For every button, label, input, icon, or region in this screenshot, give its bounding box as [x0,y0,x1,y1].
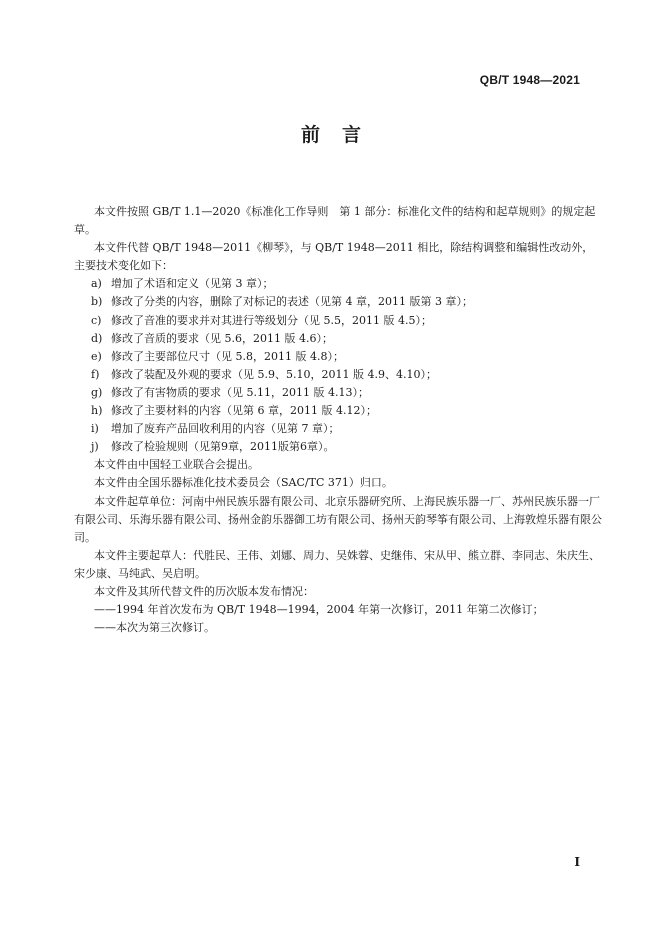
list-marker: f) [91,367,100,381]
list-marker: g) [91,385,103,399]
committee-paragraph: 本文件由全国乐器标准化技术委员会（SAC/TC 371）归口。 [94,476,393,490]
standard-code: QB/T 1948—2021 [479,73,580,87]
foreword-body [74,203,604,637]
list-item-text: 修改了音质的要求（见 5.6，2011 版 4.6）； [111,331,333,345]
list-marker: d) [91,331,103,345]
list-item-text: 修改了音准的要求并对其进行等级划分（见 5.5，2011 版 4.5）； [111,313,432,327]
page-title: 前言 [300,124,383,146]
list-item [74,275,604,293]
intro-paragraph-2: 本文件代替 QB/T 1948—2011《柳琴》，与 QB/T 1948—2011 相比，除结构调整和编辑性改动外，主要技术变化如下： [74,241,594,273]
list-marker: h) [91,404,103,418]
list-item-text: 增加了术语和定义（见第 3 章）； [111,277,274,291]
list-item [74,384,604,402]
list-item [74,402,604,420]
list-item-text: 修改了检验规则（见第9章，2011版第6章）。 [111,440,335,454]
list-item [74,293,604,311]
history-item: ——1994 年首次发布为 QB/T 1948—1994，2004 年第一次修订，2011 年第二次修订； [94,603,544,617]
list-item-text: 增加了废弃产品回收利用的内容（见第 7 章）； [111,422,340,436]
list-marker: b) [91,295,103,309]
list-item [74,420,604,438]
list-item [74,348,604,366]
list-item [74,330,604,348]
list-marker: c) [91,313,102,327]
change-list [74,275,604,456]
list-marker: a) [91,277,102,291]
list-item [74,312,604,330]
list-marker: j) [91,440,99,454]
page-number: I [574,855,580,869]
list-item-text: 修改了分类的内容，删除了对标记的表述（见第 4 章，2011 版第 3 章）； [111,295,473,309]
list-item [74,366,604,384]
history-item: ——本次为第三次修订。 [94,621,215,635]
list-item-text: 修改了主要部位尺寸（见 5.8，2011 版 4.8）； [111,349,344,363]
proposer-paragraph: 本文件由中国轻工业联合会提出。 [94,458,259,472]
list-item-text: 修改了有害物质的要求（见 5.11，2011 版 4.13）； [111,385,369,399]
drafters-paragraph: 本文件主要起草人：代胜民、王伟、刘娜、周力、吴姝蓉、史继伟、宋从甲、熊立群、李同志、朱庆生、宋少康、马纯武、吴启明。 [74,548,600,580]
history-heading: 本文件及其所代替文件的历次版本发布情况： [94,584,314,598]
intro-paragraph-1: 本文件按照 GB/T 1.1—2020《标准化工作导则 第 1 部分：标准化文件的结构和起草规则》的规定起草。 [74,205,596,237]
list-item-text: 修改了装配及外观的要求（见 5.9、5.10，2011 版 4.9、4.10）； [111,367,437,381]
list-item [74,438,604,456]
list-marker: e) [91,349,102,363]
list-marker: i) [91,422,99,436]
drafting-units-paragraph: 本文件起草单位：河南中州民族乐器有限公司、北京乐器研究所、上海民族乐器一厂、苏州民族乐器一厂有限公司、乐海乐器有限公司、扬州金韵乐器御工坊有限公司、扬州天韵琴筝有限公司、上海敦煌乐器有限公司。 [74,494,602,544]
list-item-text: 修改了主要材料的内容（见第 6 章，2011 版 4.12）； [111,404,377,418]
